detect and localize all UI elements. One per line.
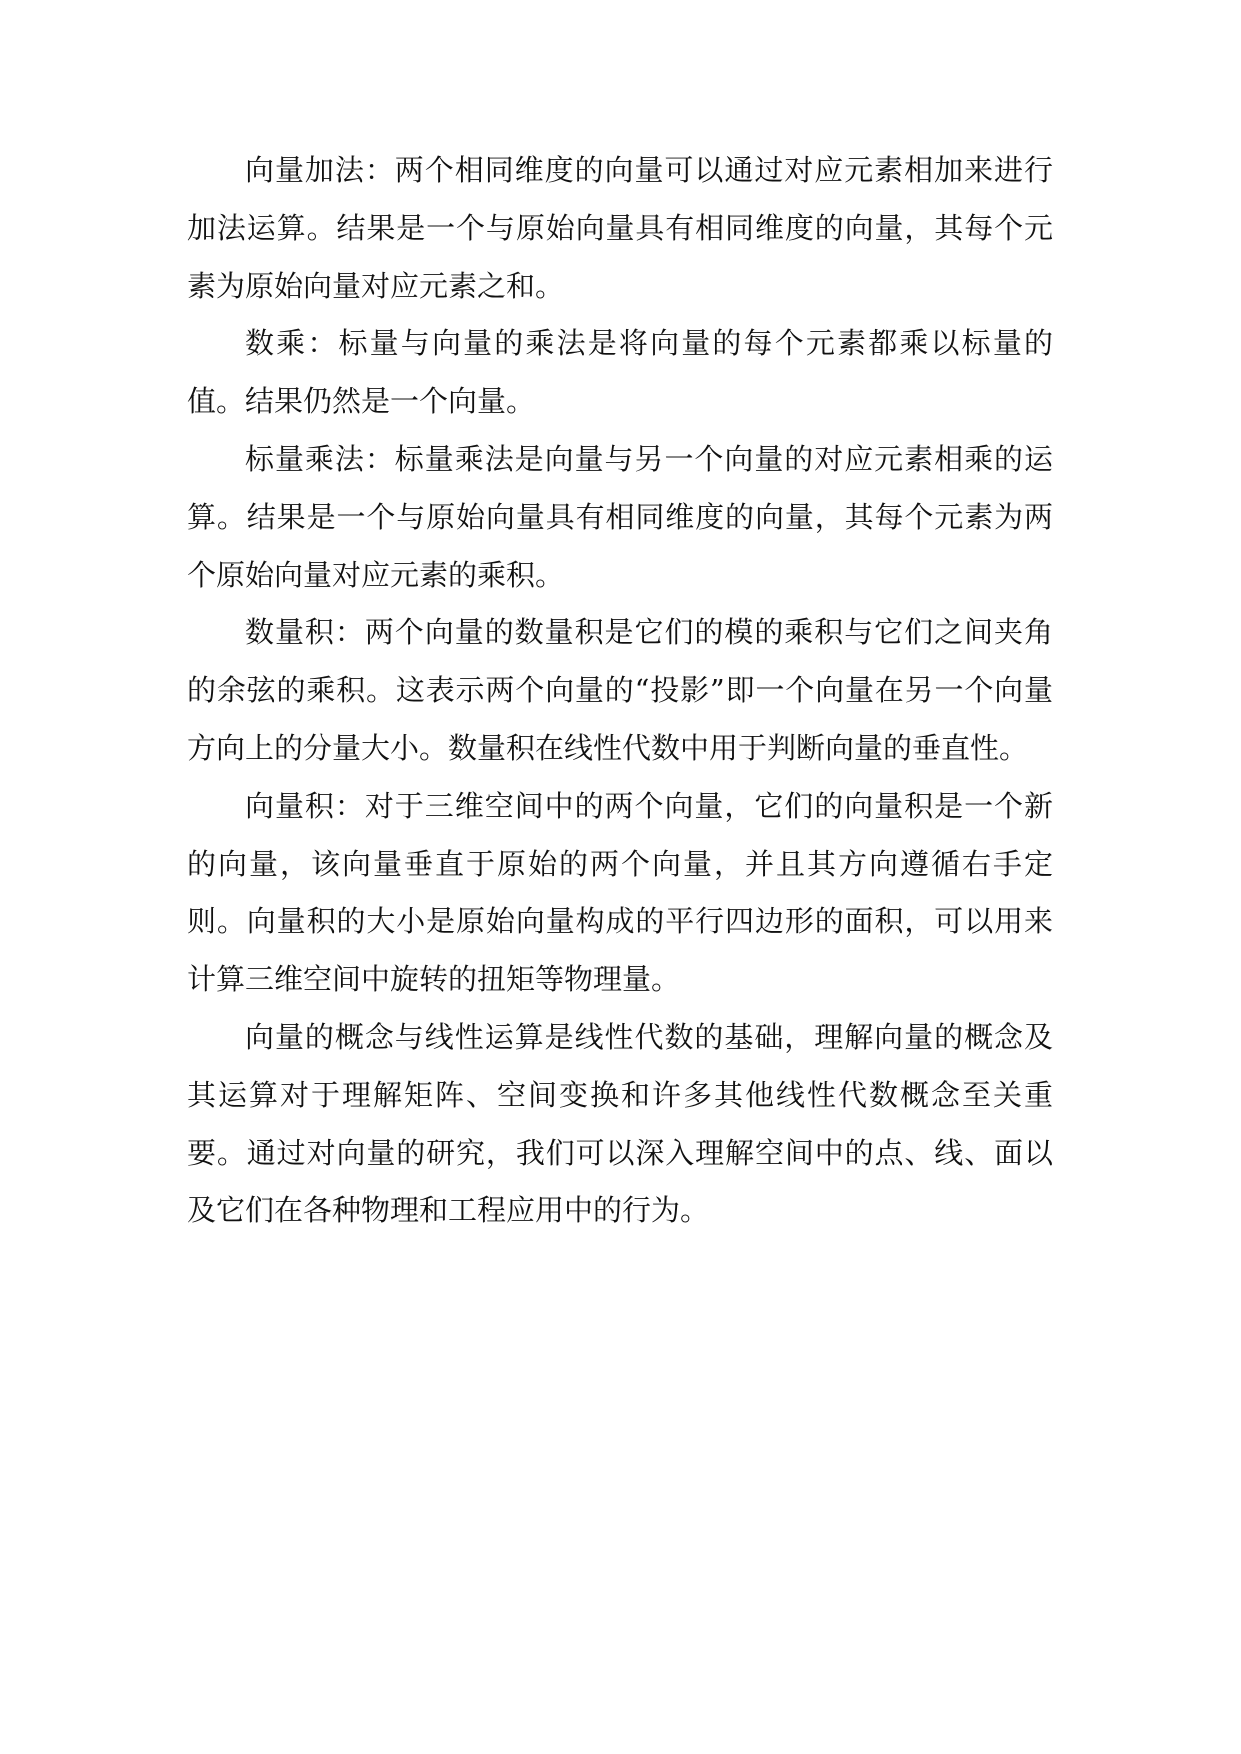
- document-body: [187, 142, 1053, 1240]
- paragraph-scalar-multiplication: 数乘：标量与向量的乘法是将向量的每个元素都乘以标量的值。结果仍然是一个向量。: [187, 326, 1053, 419]
- paragraph-elementwise-product: 标量乘法：标量乘法是向量与另一个向量的对应元素相乘的运算。结果是一个与原始向量具有相同维度的向量，其每个元素为两个原始向量对应元素的乘积。: [187, 441, 1053, 592]
- paragraph-cross-product: 向量积：对于三维空间中的两个向量，它们的向量积是一个新的向量，该向量垂直于原始的两个向量，并且其方向遵循右手定则。向量积的大小是原始向量构成的平行四边形的面积，可以用来计算三维空间中旋转的扭矩等物理量。: [187, 788, 1053, 997]
- paragraph-dot-product: 数量积：两个向量的数量积是它们的模的乘积与它们之间夹角的余弦的乘积。这表示两个向量的“投影”即一个向量在另一个向量方向上的分量大小。数量积在线性代数中用于判断向量的垂直性。: [187, 615, 1053, 765]
- paragraph-conclusion: 向量的概念与线性运算是线性代数的基础，理解向量的概念及其运算对于理解矩阵、空间变换和许多其他线性代数概念至关重要。通过对向量的研究，我们可以深入理解空间中的点、线、面以及它们在各种物理和工程应用中的行为。: [187, 1019, 1053, 1228]
- paragraph-vector-addition: 向量加法：两个相同维度的向量可以通过对应元素相加来进行加法运算。结果是一个与原始向量具有相同维度的向量，其每个元素为原始向量对应元素之和。: [187, 153, 1053, 303]
